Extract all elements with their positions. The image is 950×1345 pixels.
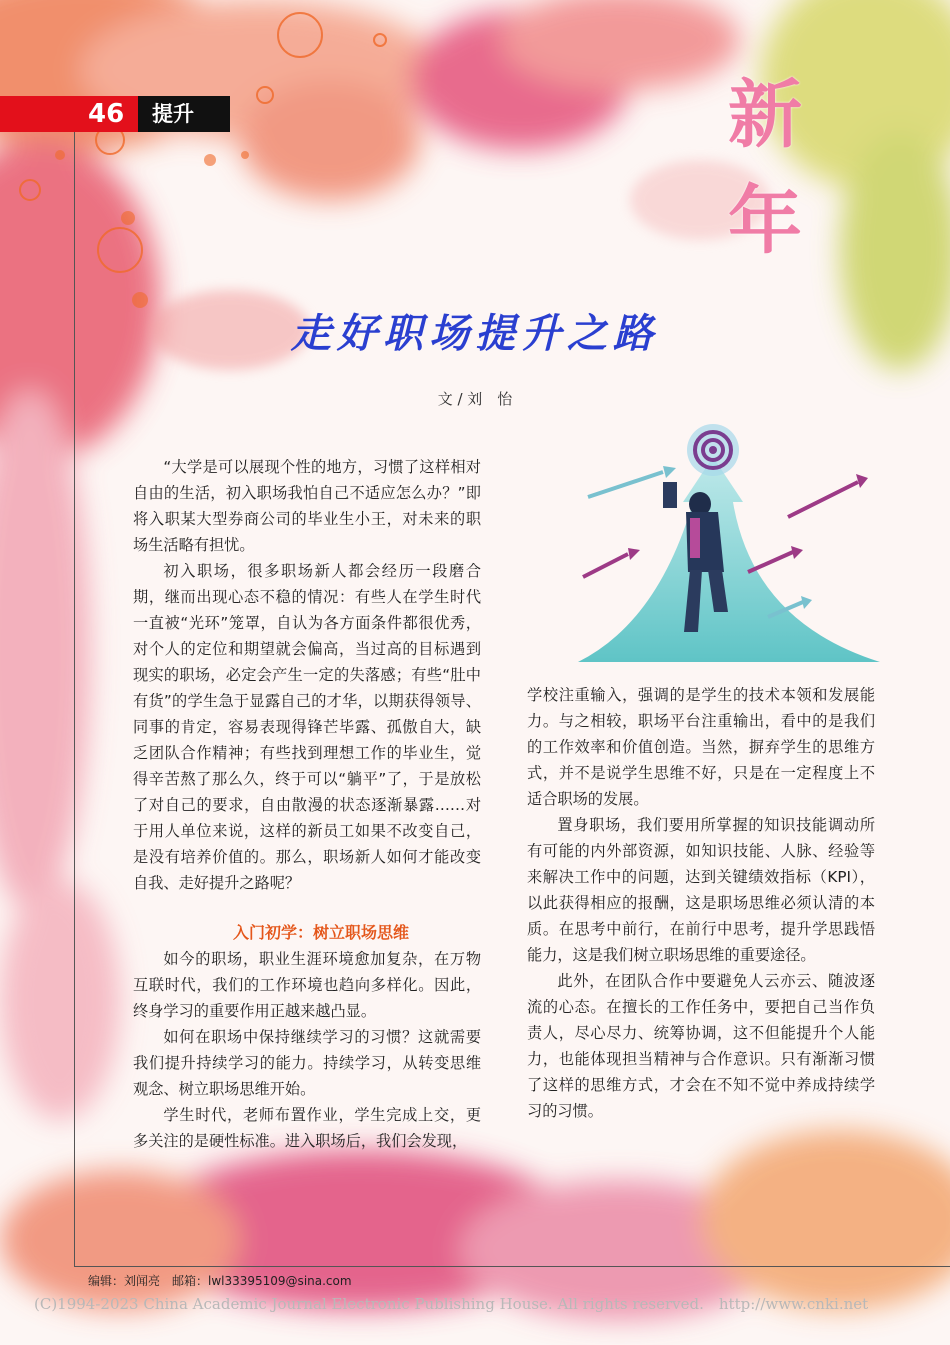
paragraph: 学校注重输入，强调的是学生的技术本领和发展能力。与之相较，职场平台注重输出，看中的是我们的工作效率和价值创造。当然，摒弃学生的思维方式，并不是说学生思维不好，只是在一定程度上不适合职场的发展。: [527, 686, 875, 808]
paragraph: 此外，在团队合作中要避免人云亦云、随波逐流的心态。在擅长的工作任务中，要把自己当作负责人，尽心尽力、统筹协调，这不但能提升个人能力，也能体现担当精神与合作意识。只有渐渐习惯了这样的思维方式，才会在不知不觉中养成持续学习的习惯。: [527, 972, 875, 1120]
paragraph: 如今的职场，职业生涯环境愈加复杂，在万物互联时代，我们的工作环境也趋向多样化。因此，终身学习的重要作用正越来越凸显。: [133, 950, 481, 1020]
illustration-climbing-arrow: [578, 422, 880, 662]
editor-info: 编辑：刘闻亮 邮箱：lwl33395109@sina.com: [88, 1274, 352, 1288]
paragraph: “大学是可以展现个性的地方，习惯了这样相对自由的生活，初入职场我怕自己不适应怎么办？”即将入职某大型券商公司的毕业生小王，对未来的职场生活略有担忧。: [133, 458, 481, 554]
article-column-left: [133, 454, 481, 1154]
bottom-rule: [74, 1266, 950, 1267]
section-subheading: 入门初学：树立职场思维: [232, 923, 409, 942]
paragraph: 如何在职场中保持继续学习的习惯？这就需要我们提升持续学习的能力。持续学习，从转变思维观念、树立职场思维开始。: [133, 1028, 481, 1098]
corner-decorative-word: 新 年: [728, 72, 822, 264]
copyright-watermark: (C)1994-2023 China Academic Journal Electronic Publishing House. All rights reserved. http://www.cnki.net: [34, 1295, 869, 1313]
article-column-right: [527, 682, 875, 1124]
article-title: 走好职场提升之路: [291, 310, 659, 357]
paragraph: 初入职场，很多职场新人都会经历一段磨合期，继而出现心态不稳的情况：有些人在学生时代一直被“光环”笼罩，自认为各方面条件都很优秀，对个人的定位和期望就会偏高，当过高的目标遇到现实的职场，必定会产生一定的失落感；有些“肚中有货”的学生急于显露自己的才华，以期获得领导、同事的肯定，容易表现得锋芒毕露、孤傲自大，缺乏团队合作精神；有些找到理想工作的毕业生，觉得辛苦熬了那么久，终于可以“躺平”了，于是放松了对自己的要求，自由散漫的状态逐渐暴露……对于用人单位来说，这样的新员工如果不改变自己，是没有培养价值的。那么，职场新人如何才能改变自我、走好提升之路呢？: [133, 562, 481, 892]
paragraph: 置身职场，我们要用所掌握的知识技能调动所有可能的内外部资源，如知识技能、人脉、经验等来解决工作中的问题，达到关键绩效指标（KPI），以此获得相应的报酬，这是职场思维必须认清的本质。在思考中前行，在前行中思考，提升学思践悟能力，这是我们树立职场思维的重要途径。: [527, 816, 875, 964]
section-name: 提升: [152, 102, 194, 126]
page-number: 46: [88, 99, 125, 129]
byline: 文 / 刘 怡: [437, 390, 513, 408]
paragraph: 学生时代，老师布置作业，学生完成上交，更多关注的是硬性标准。进入职场后，我们会发现，: [133, 1106, 481, 1150]
